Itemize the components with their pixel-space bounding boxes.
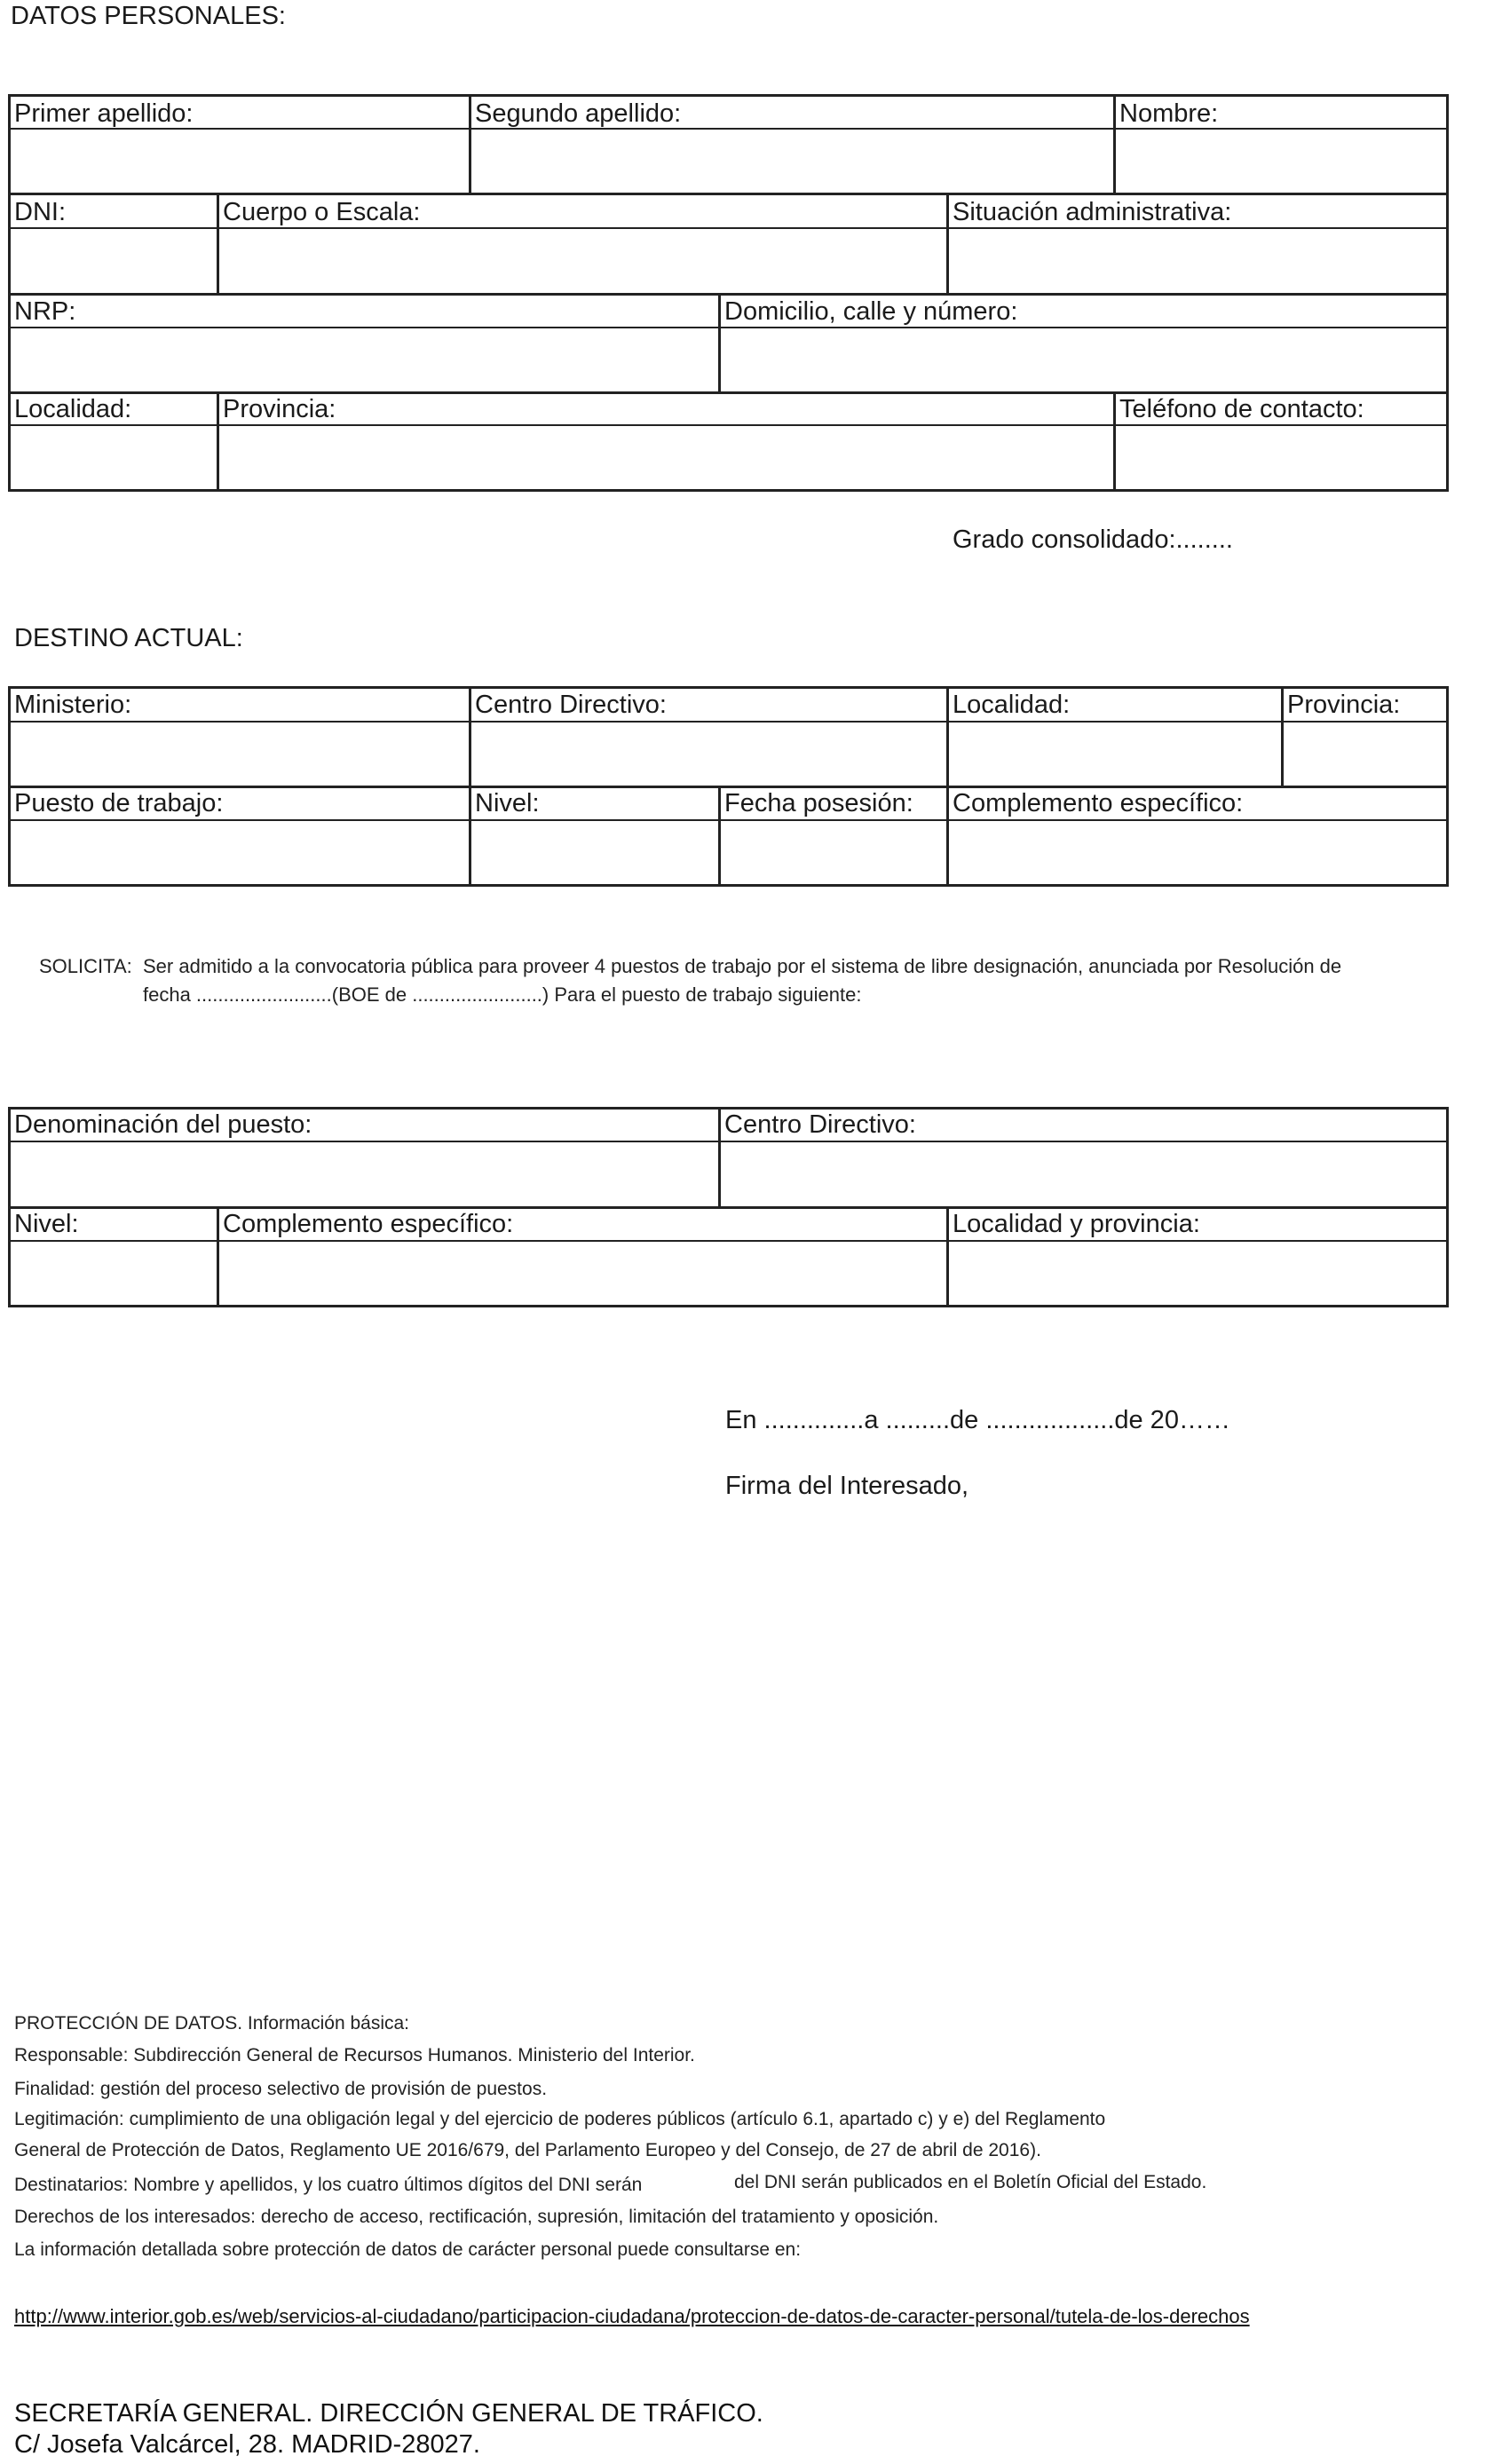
solicita-label: SOLICITA: bbox=[39, 955, 132, 977]
label-nivel-destino: Nivel: bbox=[475, 789, 540, 817]
nombre-field[interactable] bbox=[1116, 130, 1446, 193]
nivel-puesto-field[interactable] bbox=[11, 1243, 217, 1305]
localidad-provincia-field[interactable] bbox=[949, 1243, 1446, 1305]
proteccion-finalidad: Finalidad: gestión del proceso selectivo de provisión de puestos. bbox=[14, 2079, 548, 2099]
solicita-text-line1: Ser admitido a la convocatoria pública para proveer 4 puestos de trabajo por el sistema de libre designación, anunciada por Resolución de bbox=[143, 955, 1342, 977]
label-complemento-destino: Complemento específico: bbox=[953, 789, 1244, 817]
label-complemento-puesto: Complemento específico: bbox=[223, 1210, 514, 1238]
centro-directivo-field[interactable] bbox=[471, 723, 946, 786]
firma-interesado: Firma del Interesado, bbox=[725, 1472, 969, 1500]
label-provincia: Provincia: bbox=[223, 395, 336, 423]
proteccion-legitimacion-2: General de Protección de Datos, Reglamento UE 2016/679, del Parlamento Europeo y del Consejo, de 27 de abril de 2016). bbox=[14, 2140, 1041, 2160]
label-fecha-posesion: Fecha posesión: bbox=[724, 789, 913, 817]
label-domicilio: Domicilio, calle y número: bbox=[724, 297, 1018, 326]
solicita-text-line2: fecha .........................(BOE de ........................) Para el puesto de trabajo siguiente: bbox=[143, 983, 862, 1006]
label-telefono: Teléfono de contacto: bbox=[1119, 395, 1364, 423]
complemento-destino-field[interactable] bbox=[949, 822, 1446, 884]
primer-apellido-field[interactable] bbox=[11, 130, 469, 193]
complemento-puesto-field[interactable] bbox=[219, 1243, 946, 1305]
label-centro-directivo: Centro Directivo: bbox=[475, 691, 667, 719]
label-segundo-apellido: Segundo apellido: bbox=[475, 99, 682, 128]
telefono-field[interactable] bbox=[1116, 427, 1446, 489]
denominacion-puesto-field[interactable] bbox=[11, 1143, 718, 1206]
label-ministerio: Ministerio: bbox=[14, 691, 132, 719]
label-nrp: NRP: bbox=[14, 297, 76, 326]
label-dni: DNI: bbox=[14, 198, 66, 226]
proteccion-informacion: La información detallada sobre protección de datos de carácter personal puede consultarse en: bbox=[14, 2239, 802, 2260]
centro-directivo-puesto-field[interactable] bbox=[721, 1143, 1446, 1206]
segundo-apellido-field[interactable] bbox=[471, 130, 1113, 193]
label-situacion-administrativa: Situación administrativa: bbox=[953, 198, 1232, 226]
label-provincia-destino: Provincia: bbox=[1287, 691, 1401, 719]
localidad-field[interactable] bbox=[11, 427, 217, 489]
provincia-field[interactable] bbox=[219, 427, 1113, 489]
localidad-destino-field[interactable] bbox=[949, 723, 1281, 786]
proteccion-legitimacion-1: Legitimación: cumplimiento de una obligación legal y del ejercicio de poderes públicos (artículo 6.1, apartado c) y e) del Reglamento bbox=[14, 2109, 1106, 2129]
situacion-administrativa-field[interactable] bbox=[949, 230, 1446, 293]
label-nivel-puesto: Nivel: bbox=[14, 1210, 79, 1238]
section-title-destino-actual: DESTINO ACTUAL: bbox=[14, 624, 243, 652]
label-localidad-provincia: Localidad y provincia: bbox=[953, 1210, 1200, 1238]
proteccion-destinatarios-b: del DNI serán publicados en el Boletín Oficial del Estado. bbox=[734, 2172, 1207, 2192]
fecha-posesion-field[interactable] bbox=[721, 822, 946, 884]
label-primer-apellido: Primer apellido: bbox=[14, 99, 194, 128]
provincia-destino-field[interactable] bbox=[1284, 723, 1446, 786]
label-localidad: Localidad: bbox=[14, 395, 132, 423]
nrp-field[interactable] bbox=[11, 329, 718, 391]
domicilio-field[interactable] bbox=[721, 329, 1446, 391]
label-denominacion-puesto: Denominación del puesto: bbox=[14, 1110, 312, 1139]
label-puesto-trabajo: Puesto de trabajo: bbox=[14, 789, 224, 817]
label-localidad-destino: Localidad: bbox=[953, 691, 1071, 719]
proteccion-responsable: Responsable: Subdirección General de Recursos Humanos. Ministerio del Interior. bbox=[14, 2045, 695, 2065]
cuerpo-escala-field[interactable] bbox=[219, 230, 946, 293]
footer-organismo: SECRETARÍA GENERAL. DIRECCIÓN GENERAL DE TRÁFICO. bbox=[14, 2399, 763, 2428]
grado-consolidado: Grado consolidado:........ bbox=[953, 525, 1233, 554]
proteccion-derechos: Derechos de los interesados: derecho de acceso, rectificación, supresión, limitación del tratamiento y oposición. bbox=[14, 2207, 939, 2227]
proteccion-datos-link[interactable]: http://www.interior.gob.es/web/servicios-al-ciudadano/participacion-ciudadana/proteccion-de-datos-de-caracter-personal/tutela-de-los-derechos bbox=[14, 2305, 1250, 2327]
nivel-destino-field[interactable] bbox=[471, 822, 718, 884]
ministerio-field[interactable] bbox=[11, 723, 469, 786]
proteccion-title: PROTECCIÓN DE DATOS. Información básica: bbox=[14, 2013, 410, 2034]
lugar-fecha: En ..............a .........de ..................de 20…… bbox=[725, 1406, 1230, 1434]
proteccion-destinatarios-a: Destinatarios: Nombre y apellidos, y los cuatro últimos dígitos del DNI serán bbox=[14, 2175, 643, 2195]
footer-direccion: C/ Josefa Valcárcel, 28. MADRID-28027. bbox=[14, 2430, 480, 2459]
label-cuerpo-escala: Cuerpo o Escala: bbox=[223, 198, 421, 226]
section-title-datos-personales: DATOS PERSONALES: bbox=[11, 2, 286, 30]
label-centro-directivo-puesto: Centro Directivo: bbox=[724, 1110, 916, 1139]
label-nombre: Nombre: bbox=[1119, 99, 1219, 128]
dni-field[interactable] bbox=[11, 230, 217, 293]
puesto-trabajo-field[interactable] bbox=[11, 822, 469, 884]
